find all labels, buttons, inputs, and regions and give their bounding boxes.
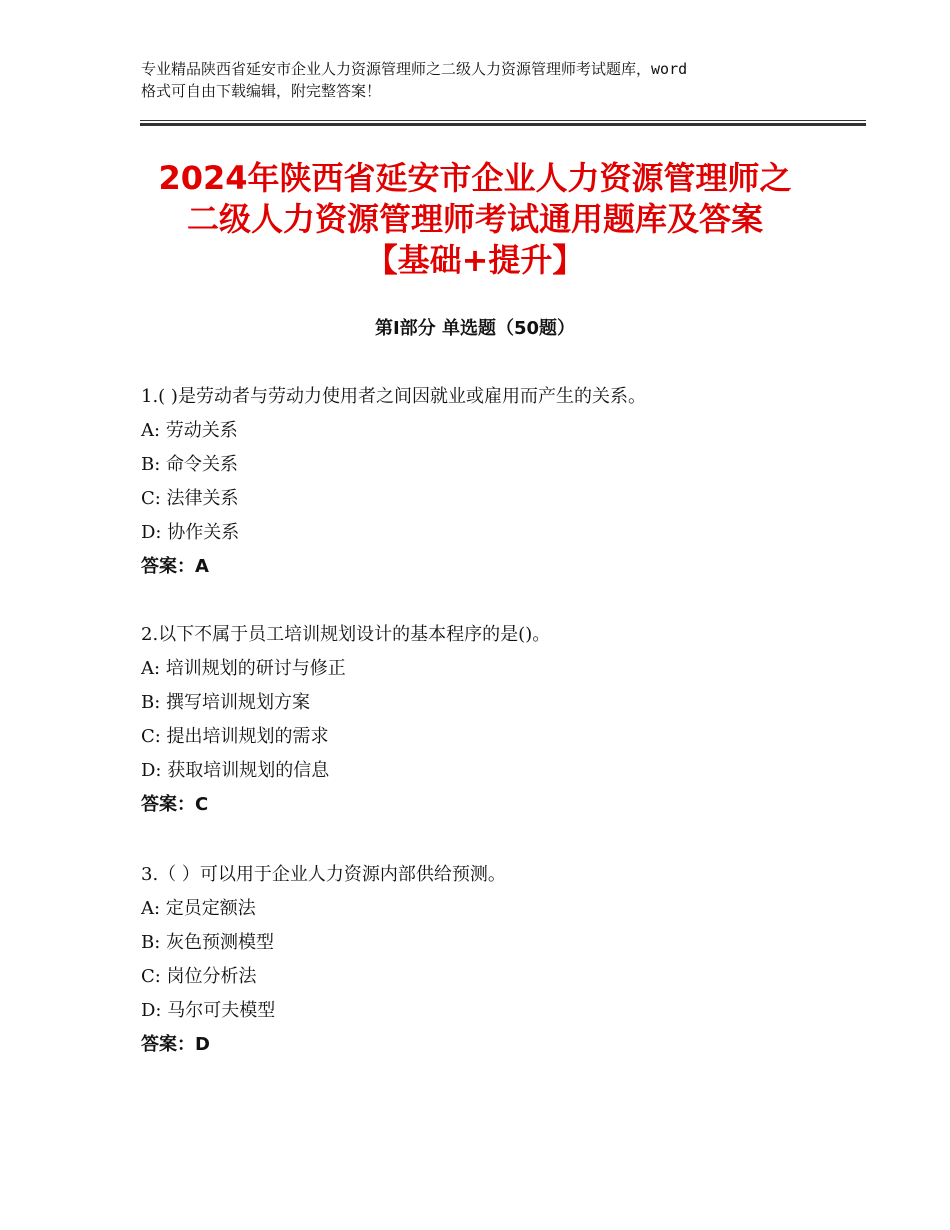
question-stem: 1.( )是劳动者与劳动力使用者之间因就业或雇用而产生的关系。: [141, 386, 646, 407]
question-1: [141, 380, 861, 584]
question-2: [141, 618, 861, 822]
header-note-line-1: 专业精品陕西省延安市企业人力资源管理师之二级人力资源管理师考试题库，word: [141, 60, 688, 78]
document-title: [100, 158, 850, 281]
title-line-1: 2024年陕西省延安市企业人力资源管理师之: [158, 159, 792, 197]
question-stem: 3.（ ）可以用于企业人力资源内部供给预测。: [141, 864, 506, 885]
header-rule-thick: [140, 123, 866, 126]
answer: 答案：D: [141, 1034, 210, 1055]
answer: 答案：A: [141, 556, 209, 577]
option-c: C: 法律关系: [141, 488, 239, 509]
option-c: C: 提出培训规划的需求: [141, 726, 329, 747]
option-d: D: 马尔可夫模型: [141, 1000, 276, 1021]
section-heading: 第Ⅰ部分 单选题（50题）: [374, 318, 575, 339]
option-b: B: 灰色预测模型: [141, 932, 275, 953]
answer: 答案：C: [141, 794, 209, 815]
option-a: A: 定员定额法: [141, 898, 256, 919]
question-stem: 2.以下不属于员工培训规划设计的基本程序的是()。: [141, 624, 551, 645]
title-line-3: 【基础+提升】: [365, 241, 585, 279]
header-rule-thin: [140, 120, 866, 121]
question-3: [141, 858, 861, 1062]
option-a: A: 培训规划的研讨与修正: [141, 658, 346, 679]
option-c: C: 岗位分析法: [141, 966, 257, 987]
option-b: B: 命令关系: [141, 454, 239, 475]
option-a: A: 劳动关系: [141, 420, 238, 441]
option-d: D: 协作关系: [141, 522, 240, 543]
header-note-line-2: 格式可自由下载编辑，附完整答案！: [141, 82, 382, 100]
title-line-2: 二级人力资源管理师考试通用题库及答案: [186, 200, 763, 238]
option-d: D: 获取培训规划的信息: [141, 760, 330, 781]
option-b: B: 撰写培训规划方案: [141, 692, 311, 713]
header-note: [141, 58, 821, 102]
